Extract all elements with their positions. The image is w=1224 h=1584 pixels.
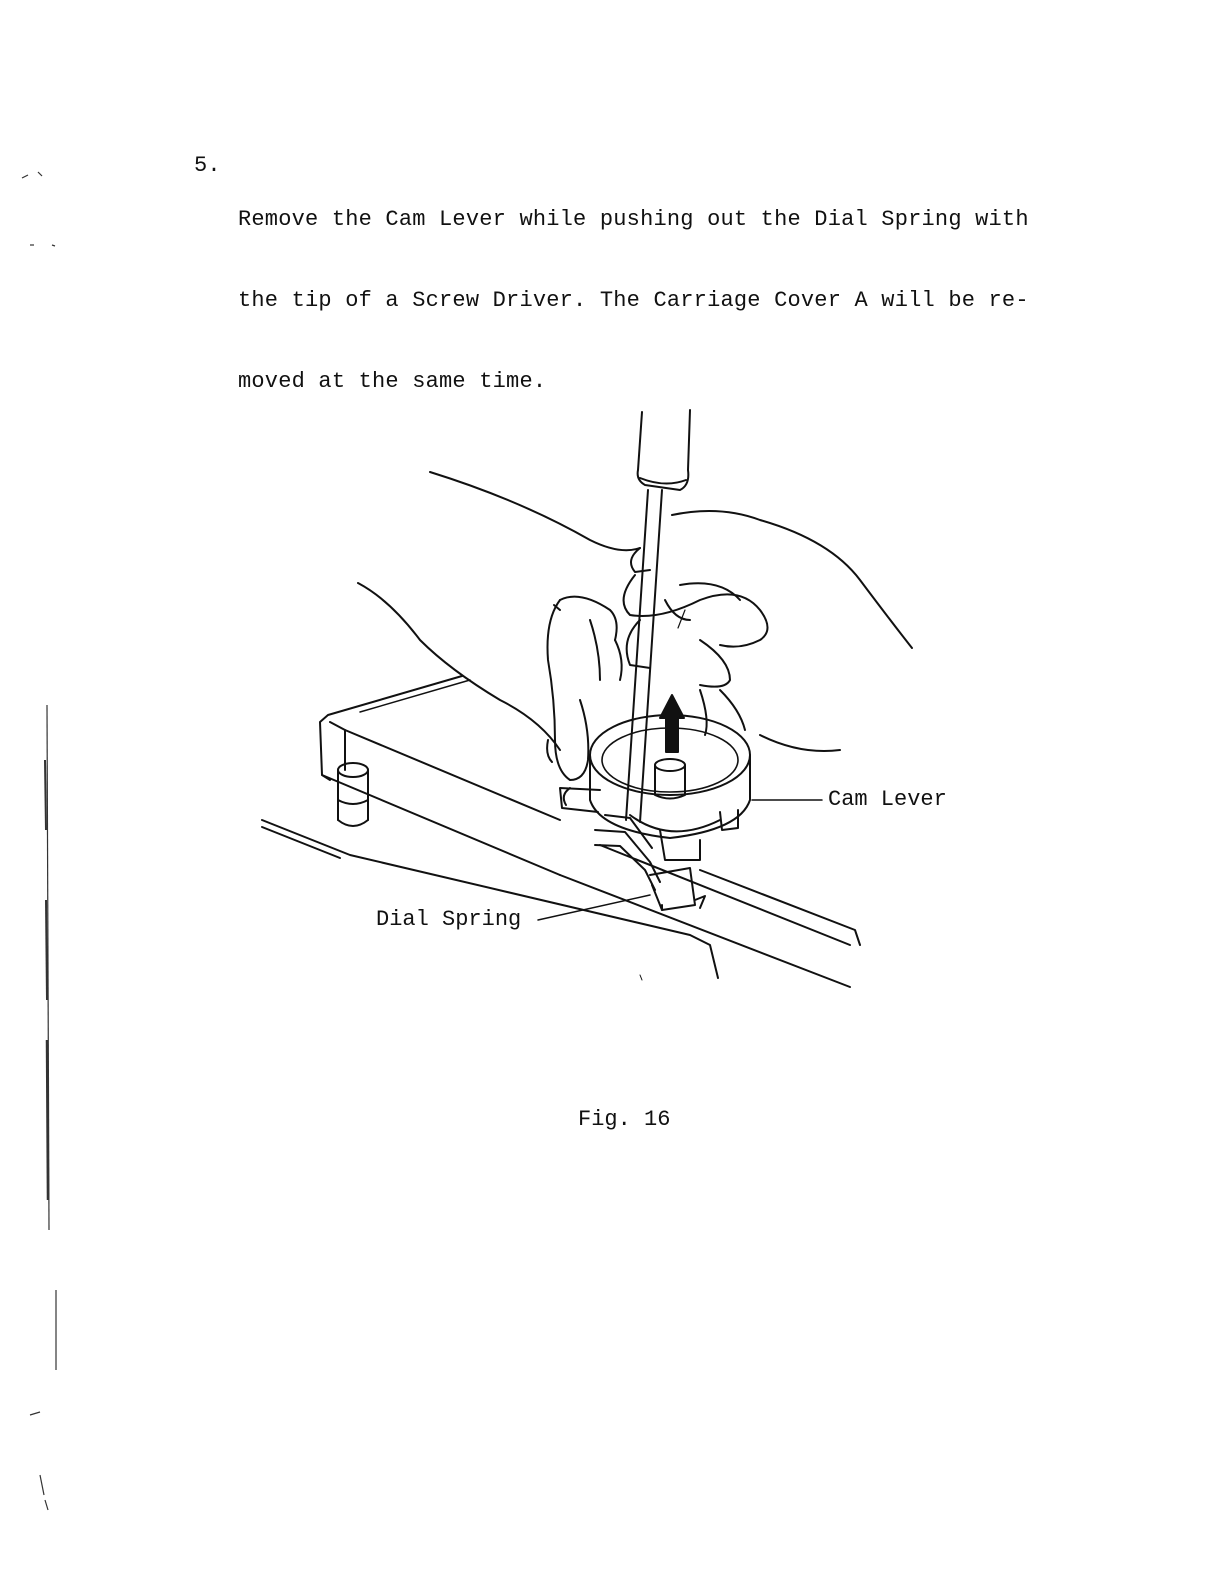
step-line-3: moved at the same time.	[238, 369, 547, 394]
lift-arrow	[660, 695, 684, 752]
dial-spring-leader	[538, 895, 650, 920]
cam-lever-label: Cam Lever	[828, 787, 947, 812]
step-line-1: Remove the Cam Lever while pushing out the Dial Spring with	[238, 207, 1029, 232]
step-line-2: the tip of a Screw Driver. The Carriage Cover A will be re-	[238, 288, 1029, 313]
step-number: 5.	[194, 153, 221, 178]
left-hand	[358, 583, 622, 780]
dial-spring-label: Dial Spring	[376, 907, 522, 932]
plate-peg	[338, 763, 368, 826]
figure-caption: Fig. 16	[578, 1107, 671, 1132]
carriage-plate	[262, 676, 860, 987]
